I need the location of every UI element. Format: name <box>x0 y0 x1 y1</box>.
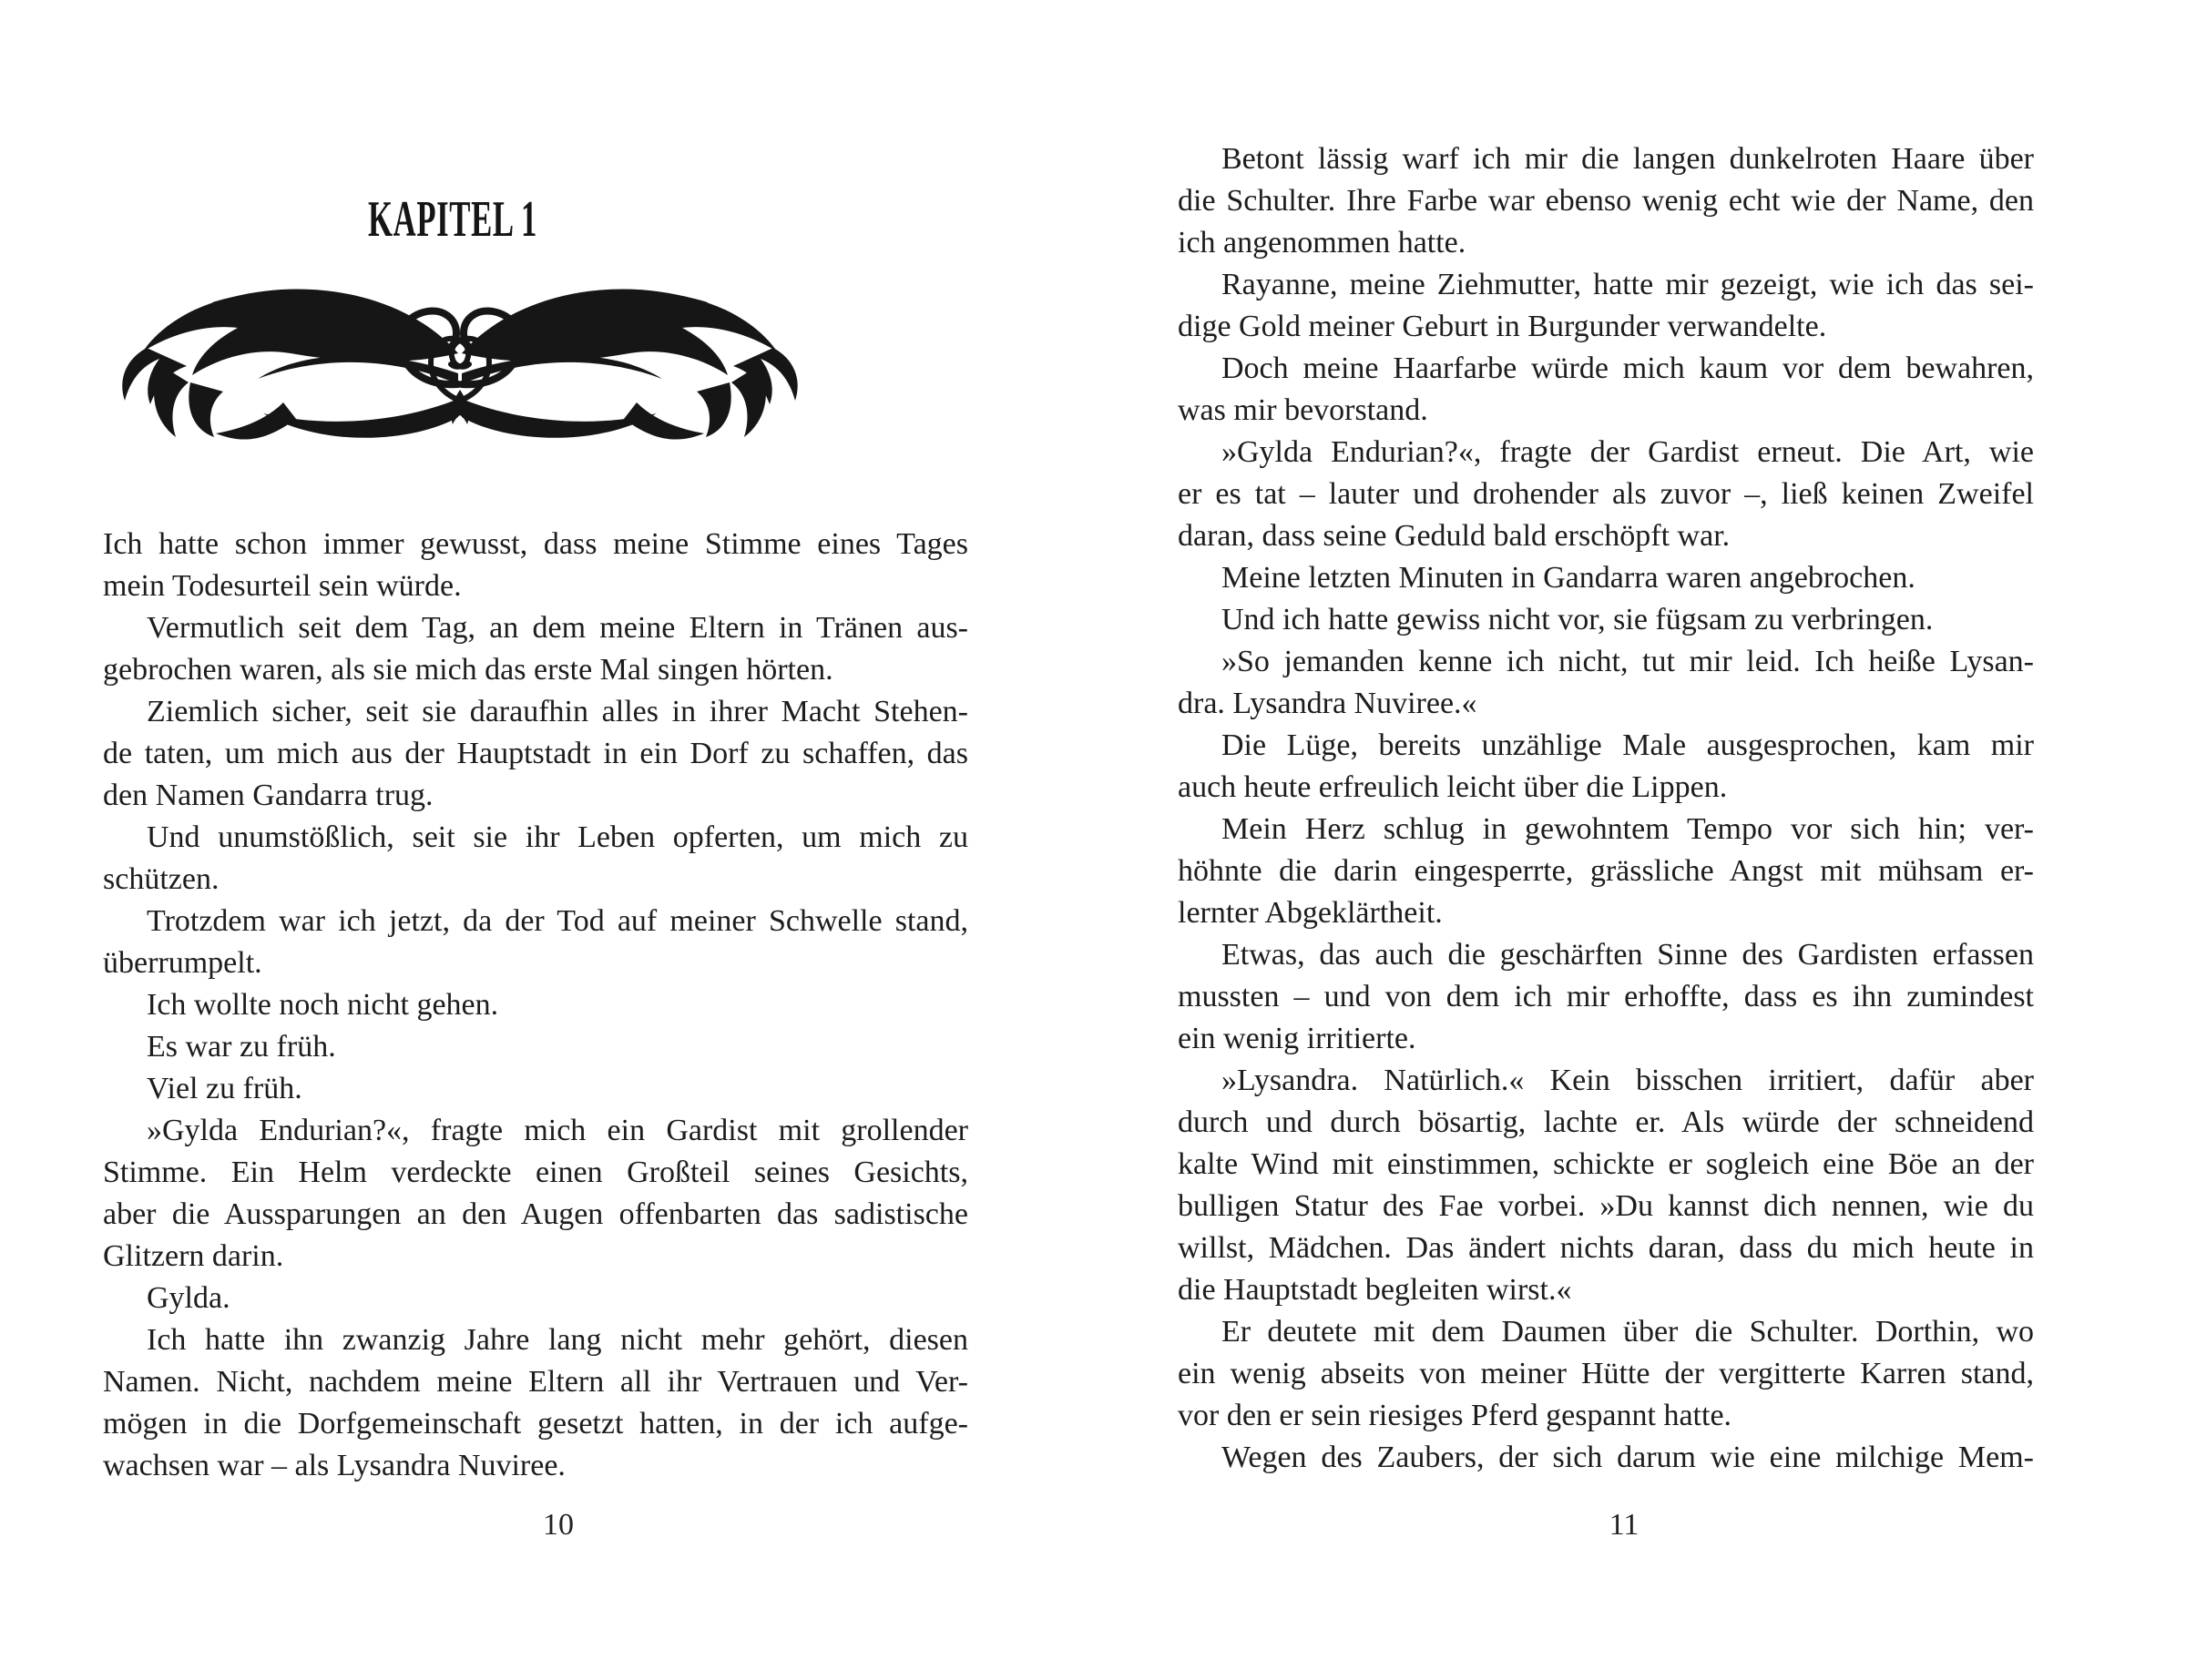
text-line: mussten – und von dem ich mir erhoffte, dass es ihn zumindest <box>1178 980 2034 1013</box>
text-line: Die Lüge, bereits unzählige Male ausgesprochen, kam mir <box>1221 728 2034 762</box>
text-line: lernter Abgeklärtheit. <box>1178 896 1443 930</box>
text-line: Glitzern darin. <box>103 1239 284 1273</box>
text-line: schützen. <box>103 862 220 896</box>
text-line: mein Todesurteil sein würde. <box>103 569 462 603</box>
text-line: »So jemanden kenne ich nicht, tut mir leid. Ich heiße Lysan- <box>1221 645 2034 678</box>
text-line: gebrochen waren, als sie mich das erste Mal singen hörten. <box>103 653 833 687</box>
text-line: aber die Aussparungen an den Augen offenbarten das sadistische <box>103 1197 968 1231</box>
text-line: durch und durch bösartig, lachte er. Als würde der schneidend <box>1178 1105 2034 1139</box>
chapter-title: KAPITEL 1 <box>368 191 537 248</box>
text-line: den Namen Gandarra trug. <box>103 779 434 812</box>
text-line: »Gylda Endurian?«, fragte der Gardist erneut. Die Art, wie <box>1221 435 2034 469</box>
text-line: Viel zu früh. <box>147 1072 302 1105</box>
text-line: Gylda. <box>147 1281 230 1315</box>
text-line: Ich wollte noch nicht gehen. <box>147 988 499 1022</box>
text-line: was mir bevorstand. <box>1178 393 1428 427</box>
text-line: Er deutete mit dem Daumen über die Schulter. Dorthin, wo <box>1221 1315 2034 1349</box>
acanthus-flourish-icon <box>105 246 815 463</box>
text-line: die Schulter. Ihre Farbe war ebenso wenig echt wie der Name, den <box>1178 184 2034 218</box>
body-text-right <box>1178 138 2034 1479</box>
text-line: kalte Wind mit einstimmen, schickte er sogleich eine Böe an der <box>1178 1147 2034 1181</box>
text-line: die Hauptstadt begleiten wirst.« <box>1178 1273 1572 1307</box>
text-line: ein wenig irritierte. <box>1178 1022 1416 1055</box>
text-line: Trotzdem war ich jetzt, da der Tod auf meiner Schwelle stand, <box>147 904 968 938</box>
text-line: vor den er sein riesiges Pferd gespannt hatte. <box>1178 1399 1732 1432</box>
text-line: daran, dass seine Geduld bald erschöpft war. <box>1178 519 1731 553</box>
text-line: überrumpelt. <box>103 946 262 980</box>
text-line: höhnte die darin eingesperrte, grässliche Angst mit mühsam er- <box>1178 854 2034 888</box>
text-line: dra. Lysandra Nuviree.« <box>1178 687 1477 720</box>
body-text-left <box>103 524 968 1487</box>
text-line: Doch meine Haarfarbe würde mich kaum vor dem bewahren, <box>1221 351 2034 385</box>
text-line: mögen in die Dorfgemeinschaft gesetzt hatten, in der ich aufge- <box>103 1407 968 1441</box>
text-line: Wegen des Zaubers, der sich darum wie eine milchige Mem- <box>1221 1441 2034 1474</box>
page-number-left: 10 <box>543 1508 574 1542</box>
text-line: ein wenig abseits von meiner Hütte der vergitterte Karren stand, <box>1178 1357 2034 1390</box>
text-line: er es tat – lauter und drohender als zuvor –, ließ keinen Zweifel <box>1178 477 2034 511</box>
text-line: willst, Mädchen. Das ändert nichts daran, dass du mich heute in <box>1178 1231 2034 1265</box>
text-line: »Lysandra. Natürlich.« Kein bisschen irritiert, dafür aber <box>1221 1064 2034 1097</box>
text-line: Stimme. Ein Helm verdeckte einen Großteil seines Gesichts, <box>103 1156 968 1189</box>
page-number-right: 11 <box>1609 1508 1640 1542</box>
text-line: wachsen war – als Lysandra Nuviree. <box>103 1449 566 1482</box>
text-line: ich angenommen hatte. <box>1178 226 1466 260</box>
text-line: Ich hatte schon immer gewusst, dass meine Stimme eines Tages <box>103 527 968 561</box>
text-line: Vermutlich seit dem Tag, an dem meine Eltern in Tränen aus- <box>147 611 968 645</box>
text-line: »Gylda Endurian?«, fragte mich ein Gardist mit grollender <box>147 1114 968 1147</box>
text-line: Namen. Nicht, nachdem meine Eltern all ihr Vertrauen und Ver- <box>103 1365 968 1399</box>
text-line: de taten, um mich aus der Hauptstadt in ein Dorf zu schaffen, das <box>103 737 968 770</box>
text-line: Mein Herz schlug in gewohntem Tempo vor sich hin; ver- <box>1221 812 2034 846</box>
text-line: Und unumstößlich, seit sie ihr Leben opferten, um mich zu <box>147 820 968 854</box>
text-line: Etwas, das auch die geschärften Sinne des Gardisten erfassen <box>1221 938 2034 972</box>
text-line: Meine letzten Minuten in Gandarra waren angebrochen. <box>1221 561 1915 595</box>
text-line: Rayanne, meine Ziehmutter, hatte mir gezeigt, wie ich das sei- <box>1221 268 2034 301</box>
text-line: Es war zu früh. <box>147 1030 336 1064</box>
text-line: Ziemlich sicher, seit sie daraufhin alles in ihrer Macht Stehen- <box>147 695 968 728</box>
text-line: Und ich hatte gewiss nicht vor, sie fügsam zu verbringen. <box>1221 603 1934 636</box>
text-line: Betont lässig warf ich mir die langen dunkelroten Haare über <box>1221 142 2034 176</box>
text-line: bulligen Statur des Fae vorbei. »Du kannst dich nennen, wie du <box>1178 1189 2034 1223</box>
text-line: auch heute erfreulich leicht über die Lippen. <box>1178 770 1728 804</box>
text-line: dige Gold meiner Geburt in Burgunder verwandelte. <box>1178 310 1827 343</box>
text-line: Ich hatte ihn zwanzig Jahre lang nicht mehr gehört, diesen <box>147 1323 968 1357</box>
